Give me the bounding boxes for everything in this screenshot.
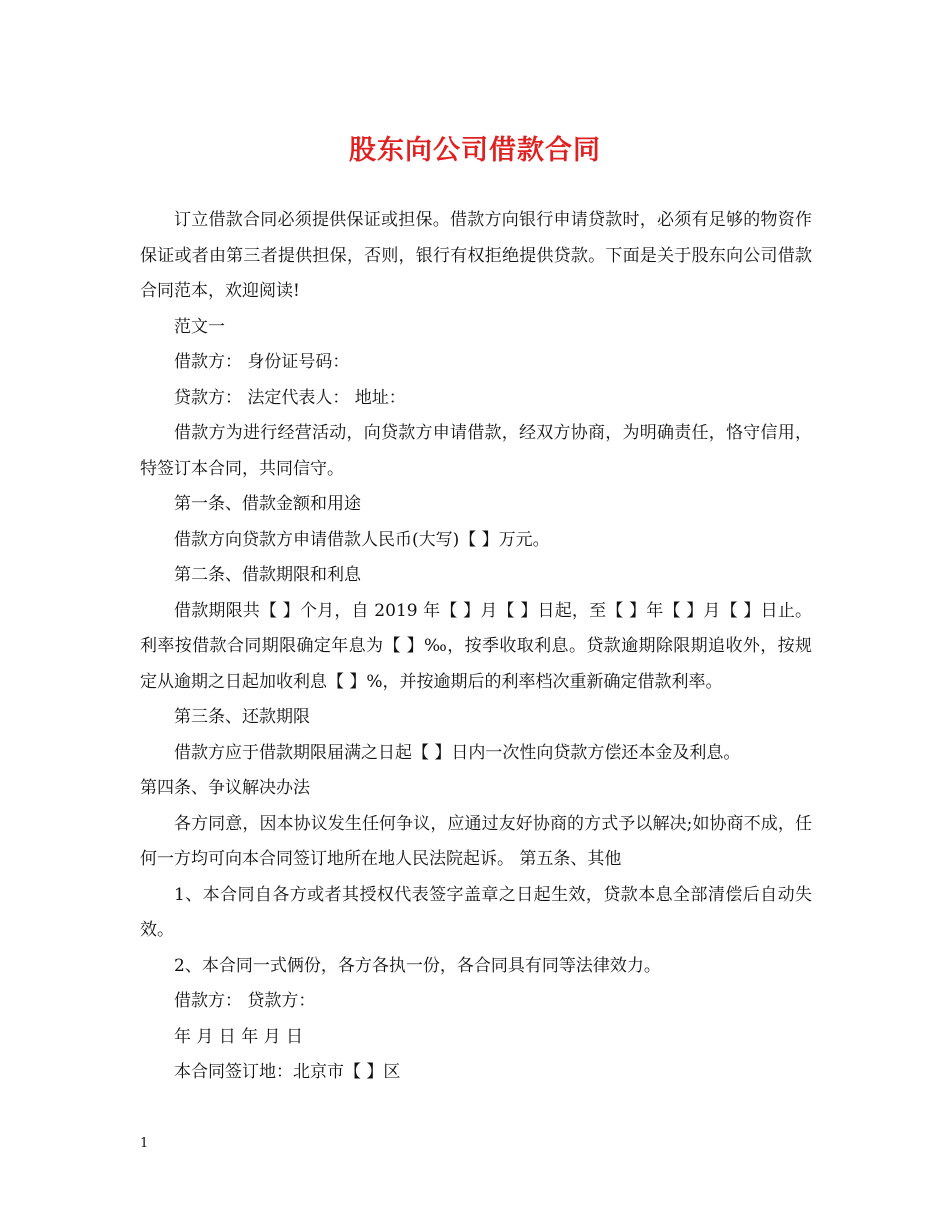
sample-heading: 范文一 [174, 316, 225, 337]
page-number: 1 [140, 1136, 149, 1151]
signing-place-line: 本合同签订地：北京市【 】区 [174, 1062, 401, 1082]
clause-2-text: 2、本合同一式俩份，各方各执一份，各合同具有同等法律效力。 [174, 955, 661, 976]
article-3-text: 借款方应于借款期限届满之日起【 】日内一次性向贷款方偿还本金及利息。 [174, 742, 741, 763]
article-4-text: 各方同意，因本协议发生任何争议，应通过友好协商的方式予以解决;如协商不成，任何一方均可向本合同签订地所在地人民法院起诉。 第五条、其他 [140, 813, 812, 869]
article-1-heading: 第一条、借款金额和用途 [174, 494, 361, 514]
article-1-text: 借款方向贷款方申请借款人民币(大写)【 】万元。 [174, 529, 550, 550]
document-body [140, 203, 812, 1091]
lender-line: 贷款方： 法定代表人： 地址： [174, 387, 406, 408]
signature-line: 借款方： 贷款方： [174, 991, 316, 1011]
article-2-text: 借款期限共【 】个月，自 2019 年【 】月【 】日起，至【 】年【 】月【 】日止。利率按借款合同期限确定年息为【 】‰，按季收取利息。贷款逾期除限期追收外，按规定从逾期之日起加收利息【 】%，并按逾期后的利率档次重新确定借款利率。 [140, 600, 812, 692]
date-line: 年 月 日 年 月 日 [174, 1026, 304, 1047]
article-3-heading: 第三条、还款期限 [174, 707, 310, 727]
clause-1-text: 1、本合同自各方或者其授权代表签字盖章之日起生效，贷款本息全部清偿后自动失效。 [140, 884, 812, 940]
intro-paragraph: 订立借款合同必须提供保证或担保。借款方向银行申请贷款时，必须有足够的物资作保证或者由第三者提供担保，否则，银行有权拒绝提供贷款。下面是关于股东向公司借款合同范本，欢迎阅读! [140, 210, 812, 301]
borrower-line: 借款方： 身份证号码： [174, 352, 350, 372]
article-4-heading: 第四条、争议解决办法 [140, 778, 310, 798]
purpose-paragraph: 借款方为进行经营活动，向贷款方申请借款，经双方协商，为明确责任，恪守信用，特签订本合同，共同信守。 [140, 423, 812, 479]
article-2-heading: 第二条、借款期限和利息 [174, 565, 361, 585]
document-title: 股东向公司借款合同 [349, 135, 601, 166]
